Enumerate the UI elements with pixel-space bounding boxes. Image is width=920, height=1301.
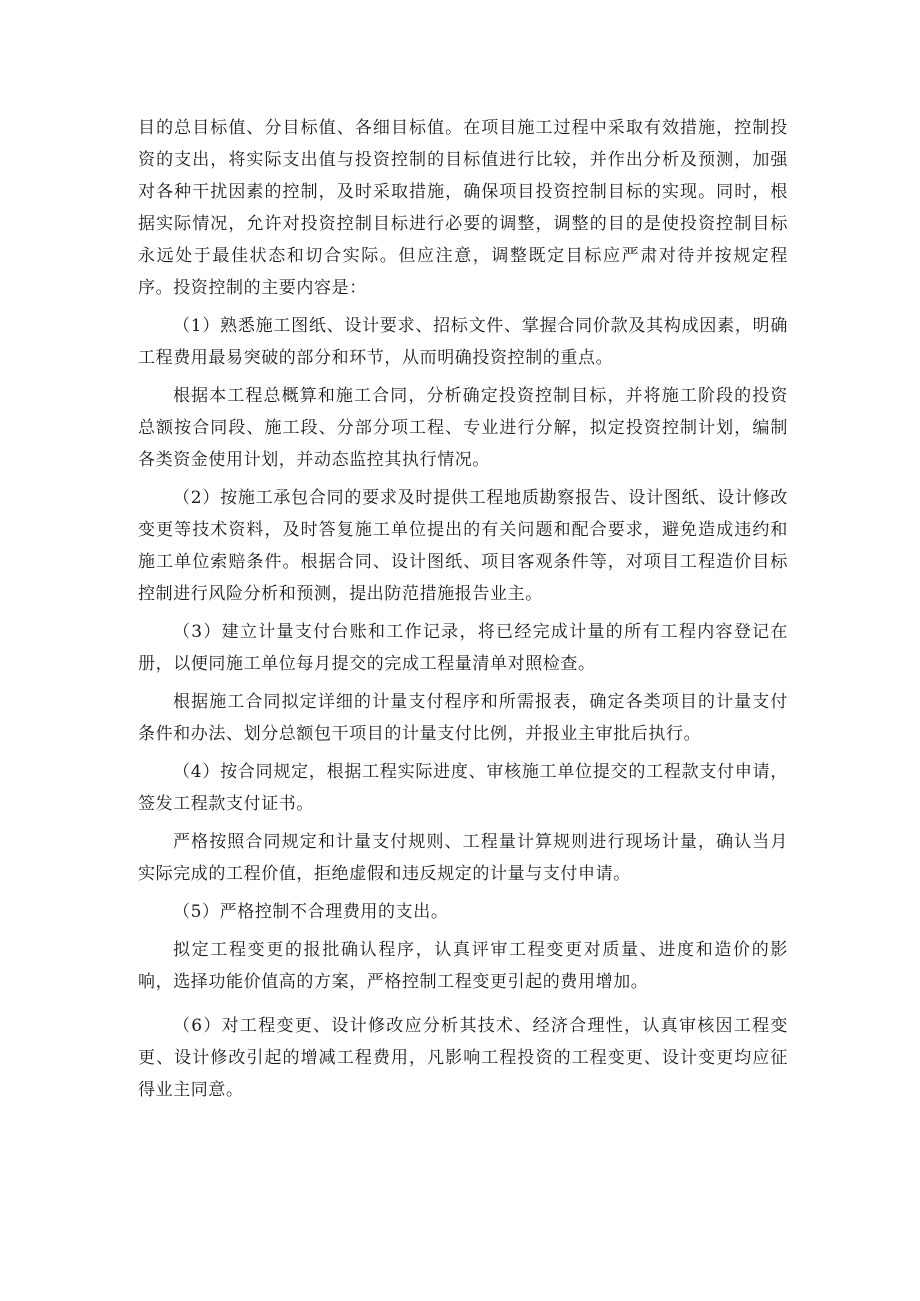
paragraph-item-4-detail: 严格按照合同规定和计量支付规则、工程量计算规则进行现场计量，确认当月实际完成的工程价值，拒绝虚假和违反规定的计量与支付申请。 bbox=[138, 832, 788, 884]
paragraph-item-2: （2）按施工承包合同的要求及时提供工程地质勘察报告、设计图纸、设计修改变更等技术资料，及时答复施工单位提出的有关问题和配合要求，避免造成违约和施工单位索赔条件。根据合同、设计图纸、项目客观条件等，对项目工程造价目标控制进行风险分析和预测，提出防范措施报告业主。 bbox=[138, 488, 788, 604]
paragraph-item-6: （6）对工程变更、设计修改应分析其技术、经济合理性，认真审核因工程变更、设计修改引起的增减工程费用，凡影响工程投资的工程变更、设计变更均应征得业主同意。 bbox=[138, 1016, 788, 1100]
paragraph-item-5-detail: 拟定工程变更的报批确认程序，认真评审工程变更对质量、进度和造价的影响，选择功能价值高的方案，严格控制工程变更引起的费用增加。 bbox=[138, 940, 788, 992]
paragraph-continuation: 目的总目标值、分目标值、各细目标值。在项目施工过程中采取有效措施，控制投资的支出，将实际支出值与投资控制的目标值进行比较，并作出分析及预测，加强对各种干扰因素的控制，及时采取措施，确保项目投资控制目标的实现。同时，根据实际情况，允许对投资控制目标进行必要的调整，调整的目的是使投资控制目标永远处于最佳状态和切合实际。但应注意，调整既定目标应严肃对待并按规定程序。投资控制的主要内容是： bbox=[138, 118, 788, 298]
paragraph-item-1: （1）熟悉施工图纸、设计要求、招标文件、掌握合同价款及其构成因素，明确工程费用最易突破的部分和环节，从而明确投资控制的重点。 bbox=[138, 316, 788, 368]
paragraph-item-5: （5）严格控制不合理费用的支出。 bbox=[173, 902, 449, 922]
document-body bbox=[138, 112, 788, 1106]
paragraph-item-3: （3）建立计量支付台账和工作记录，将已经完成计量的所有工程内容登记在册，以便同施工单位每月提交的完成工程量清单对照检查。 bbox=[138, 622, 788, 674]
paragraph-item-4: （4）按合同规定，根据工程实际进度、审核施工单位提交的工程款支付申请，签发工程款支付证书。 bbox=[138, 762, 788, 814]
paragraph-item-1-detail: 根据本工程总概算和施工合同，分析确定投资控制目标，并将施工阶段的投资总额按合同段、施工段、分部分项工程、专业进行分解，拟定投资控制计划，编制各类资金使用计划，并动态监控其执行情况。 bbox=[138, 386, 788, 470]
paragraph-item-3-detail: 根据施工合同拟定详细的计量支付程序和所需报表，确定各类项目的计量支付条件和办法、划分总额包干项目的计量支付比例，并报业主审批后执行。 bbox=[138, 692, 788, 744]
